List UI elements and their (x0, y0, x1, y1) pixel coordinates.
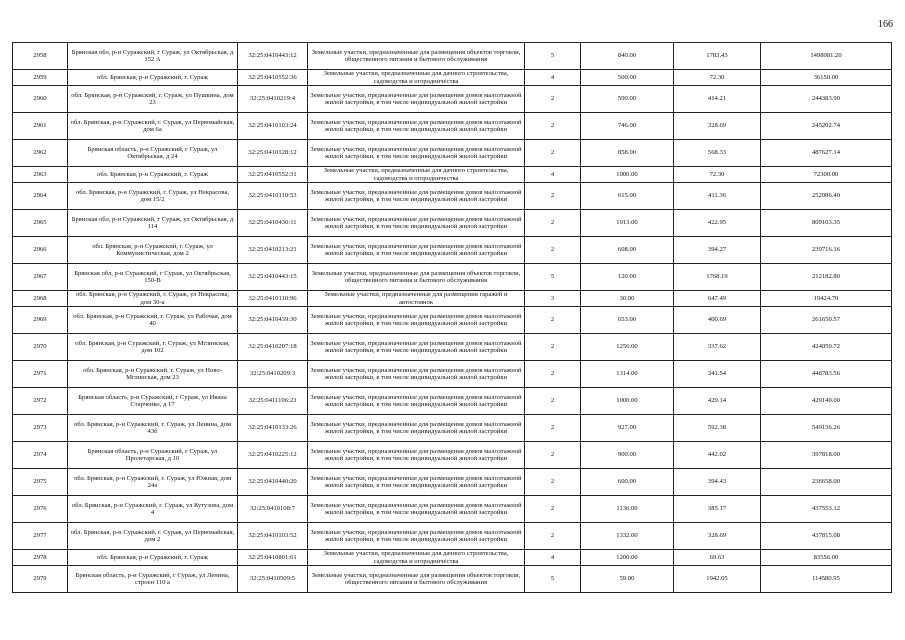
specific-value-cell: 400.69 (674, 307, 761, 334)
area-cell: 1136.00 (581, 496, 674, 523)
use-group-cell: 2 (525, 334, 581, 361)
cadastral-number-cell: 32:25:0410440:20 (238, 469, 308, 496)
cadastral-value-cell: 448783.56 (761, 361, 892, 388)
cadastral-number-cell: 32:25:0410207:18 (238, 334, 308, 361)
cadastral-value-cell: 397818.00 (761, 442, 892, 469)
row-number: 2972 (13, 388, 68, 415)
specific-value-cell: 414.21 (674, 86, 761, 113)
cadastral-value-cell: 72300.00 (761, 167, 892, 183)
land-registry-table (12, 42, 892, 593)
area-cell: 615.00 (581, 183, 674, 210)
cadastral-value-cell: 429140.00 (761, 388, 892, 415)
area-cell: 600.00 (581, 469, 674, 496)
row-number: 2977 (13, 523, 68, 550)
land-use-purpose-cell: Земельные участки, предназначенные для дачного строительства, садоводства и огородничества (308, 70, 525, 86)
area-cell: 1913.00 (581, 210, 674, 237)
specific-value-cell: 1783.43 (674, 43, 761, 70)
cadastral-number-cell: 32:25:0410552:31 (238, 167, 308, 183)
table-row (13, 415, 892, 442)
land-use-purpose-cell: Земельные участки, предназначенные для размещения домов малоэтажной жилой застройки, в том числе индивидуальной жилой застройки (308, 183, 525, 210)
address-cell: Брянская область, р-н Суражский, г Сураж, ул Ивана Старченко, д 17 (68, 388, 238, 415)
area-cell: 1200.00 (581, 550, 674, 566)
land-use-purpose-cell: Земельные участки, предназначенные для размещения домов малоэтажной жилой застройки, в том числе индивидуальной жилой застройки (308, 442, 525, 469)
area-cell: 59.00 (581, 566, 674, 593)
land-use-purpose-cell: Земельные участки, предназначенные для размещения домов малоэтажной жилой застройки, в том числе индивидуальной жилой застройки (308, 388, 525, 415)
specific-value-cell: 592.38 (674, 415, 761, 442)
table-row (13, 388, 892, 415)
row-number: 2971 (13, 361, 68, 388)
specific-value-cell: 385.17 (674, 496, 761, 523)
specific-value-cell: 568.33 (674, 140, 761, 167)
land-use-purpose-cell: Земельные участки, предназначенные для размещения объектов торговли, общественного питания и бытового обслуживания (308, 264, 525, 291)
cadastral-value-cell: 424050.72 (761, 334, 892, 361)
cadastral-value-cell: 487627.14 (761, 140, 892, 167)
cadastral-value-cell: 83556.00 (761, 550, 892, 566)
area-cell: 590.00 (581, 86, 674, 113)
land-use-purpose-cell: Земельные участки, предназначенные для дачного строительства, садоводства и огородничества (308, 550, 525, 566)
address-cell: Брянская область, р-н Суражский, г Сураж, ул Октябрьская, д 24 (68, 140, 238, 167)
row-number: 2978 (13, 550, 68, 566)
area-cell: 608.00 (581, 237, 674, 264)
table-row (13, 210, 892, 237)
row-number: 2963 (13, 167, 68, 183)
row-number: 2961 (13, 113, 68, 140)
land-use-purpose-cell: Земельные участки, предназначенные для размещения гаражей и автостоянок (308, 291, 525, 307)
row-number: 2958 (13, 43, 68, 70)
specific-value-cell: 411.36 (674, 183, 761, 210)
cadastral-number-cell: 32:25:0410103:24 (238, 113, 308, 140)
cadastral-value-cell: 36150.00 (761, 70, 892, 86)
cadastral-value-cell: 244383.90 (761, 86, 892, 113)
cadastral-number-cell: 32:25:0410509:5 (238, 566, 308, 593)
row-number: 2970 (13, 334, 68, 361)
cadastral-number-cell: 32:25:0410219:4 (238, 86, 308, 113)
use-group-cell: 2 (525, 496, 581, 523)
row-number: 2967 (13, 264, 68, 291)
table-row (13, 140, 892, 167)
table-row (13, 469, 892, 496)
specific-value-cell: 69.63 (674, 550, 761, 566)
land-use-purpose-cell: Земельные участки, предназначенные для дачного строительства, садоводства и огородничества (308, 167, 525, 183)
land-use-purpose-cell: Земельные участки, предназначенные для размещения домов малоэтажной жилой застройки, в том числе индивидуальной жилой застройки (308, 210, 525, 237)
address-cell: обл. Брянская, р-н Суражский, г. Сураж, ул Ново-Мглинская, дом 23 (68, 361, 238, 388)
table-row (13, 113, 892, 140)
area-cell: 1314.00 (581, 361, 674, 388)
cadastral-value-cell: 236658.00 (761, 469, 892, 496)
land-use-purpose-cell: Земельные участки, предназначенные для размещения объектов торговли, общественного питания и бытового обслуживания (308, 566, 525, 593)
use-group-cell: 2 (525, 361, 581, 388)
address-cell: обл. Брянская, р-н Суражский, г. Сураж, ул Ленина, дом 43б (68, 415, 238, 442)
specific-value-cell: 328.69 (674, 523, 761, 550)
use-group-cell: 2 (525, 469, 581, 496)
specific-value-cell: 647.49 (674, 291, 761, 307)
use-group-cell: 2 (525, 442, 581, 469)
address-cell: обл. Брянская, р-н Суражский, г. Сураж, ул Южная, дом 24а (68, 469, 238, 496)
address-cell: обл. Брянская, р-н Суражский, г. Сураж, ул Некрасова, дом 15/2 (68, 183, 238, 210)
use-group-cell: 2 (525, 183, 581, 210)
row-number: 2979 (13, 566, 68, 593)
cadastral-value-cell: 437815.08 (761, 523, 892, 550)
cadastral-number-cell: 32:25:0410225:12 (238, 442, 308, 469)
cadastral-value-cell: 245202.74 (761, 113, 892, 140)
specific-value-cell: 1768.19 (674, 264, 761, 291)
use-group-cell: 3 (525, 291, 581, 307)
specific-value-cell: 72.30 (674, 167, 761, 183)
table-row (13, 264, 892, 291)
cadastral-number-cell: 32:25:0410209:3 (238, 361, 308, 388)
use-group-cell: 2 (525, 523, 581, 550)
table-row (13, 550, 892, 566)
area-cell: 653.00 (581, 307, 674, 334)
cadastral-number-cell: 32:25:0410108:7 (238, 496, 308, 523)
land-use-purpose-cell: Земельные участки, предназначенные для размещения домов малоэтажной жилой застройки, в том числе индивидуальной жилой застройки (308, 334, 525, 361)
specific-value-cell: 394.43 (674, 469, 761, 496)
cadastral-value-cell: 809103.35 (761, 210, 892, 237)
table-row (13, 167, 892, 183)
cadastral-number-cell: 32:25:0410128:12 (238, 140, 308, 167)
specific-value-cell: 429.14 (674, 388, 761, 415)
row-number: 2964 (13, 183, 68, 210)
use-group-cell: 4 (525, 167, 581, 183)
land-use-purpose-cell: Земельные участки, предназначенные для размещения объектов торговли, общественного питания и бытового обслуживания (308, 43, 525, 70)
use-group-cell: 5 (525, 43, 581, 70)
address-cell: обл. Брянская, р-н Суражский, г. Сураж, ул Некрасова, дом 30-а (68, 291, 238, 307)
area-cell: 30.00 (581, 291, 674, 307)
table-row (13, 361, 892, 388)
land-use-purpose-cell: Земельные участки, предназначенные для размещения домов малоэтажной жилой застройки, в том числе индивидуальной жилой застройки (308, 415, 525, 442)
table-row (13, 237, 892, 264)
specific-value-cell: 72.30 (674, 70, 761, 86)
area-cell: 840.00 (581, 43, 674, 70)
land-use-purpose-cell: Земельные участки, предназначенные для размещения домов малоэтажной жилой застройки, в том числе индивидуальной жилой застройки (308, 237, 525, 264)
area-cell: 858.00 (581, 140, 674, 167)
address-cell: обл. Брянская, р-н Суражский, г. Сураж, ул Первомайская, дом 6а (68, 113, 238, 140)
table-row (13, 43, 892, 70)
specific-value-cell: 394.27 (674, 237, 761, 264)
table-row (13, 70, 892, 86)
specific-value-cell: 341.54 (674, 361, 761, 388)
address-cell: Брянская область, р-н Суражский, г Сураж, ул Пролетарская, д 10 (68, 442, 238, 469)
address-cell: обл. Брянская, р-н Суражский, г. Сураж, ул Кутузова, дом 4 (68, 496, 238, 523)
land-use-purpose-cell: Земельные участки, предназначенные для размещения домов малоэтажной жилой застройки, в том числе индивидуальной жилой застройки (308, 496, 525, 523)
address-cell: обл. Брянская, р-н Суражский, г. Сураж, ул Коммунистическая, дом 2 (68, 237, 238, 264)
area-cell: 120.00 (581, 264, 674, 291)
land-use-purpose-cell: Земельные участки, предназначенные для размещения домов малоэтажной жилой застройки, в том числе индивидуальной жилой застройки (308, 307, 525, 334)
address-cell: Брянская обл, р-н Суражский, г Сураж, ул Октябрьская, 150-В (68, 264, 238, 291)
cadastral-number-cell: 32:25:0410110:53 (238, 183, 308, 210)
area-cell: 1000.00 (581, 167, 674, 183)
use-group-cell: 2 (525, 86, 581, 113)
address-cell: Брянская область, р-н Суражский, г Сураж, ул Ленина, строен 110 а (68, 566, 238, 593)
row-number: 2975 (13, 469, 68, 496)
table-row (13, 566, 892, 593)
use-group-cell: 4 (525, 550, 581, 566)
address-cell: обл. Брянская, р-н Суражский, г. Сураж (68, 70, 238, 86)
table-row (13, 307, 892, 334)
row-number: 2960 (13, 86, 68, 113)
table-row (13, 523, 892, 550)
specific-value-cell: 1942.05 (674, 566, 761, 593)
row-number: 2976 (13, 496, 68, 523)
cadastral-number-cell: 32:25:0411106:23 (238, 388, 308, 415)
row-number: 2974 (13, 442, 68, 469)
address-cell: обл. Брянская, р-н Суражский, г. Сураж, ул Рабочая, дом 40 (68, 307, 238, 334)
area-cell: 500.00 (581, 70, 674, 86)
cadastral-value-cell: 239716.16 (761, 237, 892, 264)
cadastral-number-cell: 32:25:0410430:11 (238, 210, 308, 237)
specific-value-cell: 422.95 (674, 210, 761, 237)
cadastral-number-cell: 32:25:0410213:21 (238, 237, 308, 264)
area-cell: 1332.00 (581, 523, 674, 550)
cadastral-number-cell: 32:25:0410801:61 (238, 550, 308, 566)
use-group-cell: 2 (525, 210, 581, 237)
use-group-cell: 4 (525, 70, 581, 86)
use-group-cell: 2 (525, 307, 581, 334)
table-row (13, 334, 892, 361)
specific-value-cell: 442.02 (674, 442, 761, 469)
land-use-purpose-cell: Земельные участки, предназначенные для размещения домов малоэтажной жилой застройки, в том числе индивидуальной жилой застройки (308, 140, 525, 167)
address-cell: обл. Брянская, р-н Суражский, г. Сураж, ул Мглинская, дом 102 (68, 334, 238, 361)
row-number: 2959 (13, 70, 68, 86)
area-cell: 900.00 (581, 442, 674, 469)
table-row (13, 291, 892, 307)
cadastral-value-cell: 252986.40 (761, 183, 892, 210)
cadastral-value-cell: 437553.12 (761, 496, 892, 523)
use-group-cell: 5 (525, 264, 581, 291)
row-number: 2969 (13, 307, 68, 334)
use-group-cell: 5 (525, 566, 581, 593)
cadastral-number-cell: 32:25:0410443:12 (238, 43, 308, 70)
use-group-cell: 2 (525, 140, 581, 167)
cadastral-value-cell: 212182.80 (761, 264, 892, 291)
address-cell: Брянская обл, р-н Суражский, г Сураж, ул Октябрьская, д 114 (68, 210, 238, 237)
land-use-purpose-cell: Земельные участки, предназначенные для размещения домов малоэтажной жилой застройки, в том числе индивидуальной жилой застройки (308, 86, 525, 113)
land-use-purpose-cell: Земельные участки, предназначенные для размещения домов малоэтажной жилой застройки, в том числе индивидуальной жилой застройки (308, 469, 525, 496)
specific-value-cell: 337.62 (674, 334, 761, 361)
row-number: 2966 (13, 237, 68, 264)
table-row (13, 496, 892, 523)
use-group-cell: 2 (525, 388, 581, 415)
specific-value-cell: 328.69 (674, 113, 761, 140)
land-use-purpose-cell: Земельные участки, предназначенные для размещения домов малоэтажной жилой застройки, в том числе индивидуальной жилой застройки (308, 113, 525, 140)
address-cell: обл. Брянская, р-н Суражский, г. Сураж (68, 550, 238, 566)
cadastral-number-cell: 32:25:0410110:96 (238, 291, 308, 307)
row-number: 2965 (13, 210, 68, 237)
table-row (13, 86, 892, 113)
cadastral-number-cell: 32:25:0410443:15 (238, 264, 308, 291)
address-cell: обл. Брянская, р-н Суражский, г. Сураж, ул Первомайская, дом 2 (68, 523, 238, 550)
address-cell: обл. Брянская, р-н Суражский, г. Сураж, ул Пушкина, дом 23 (68, 86, 238, 113)
use-group-cell: 2 (525, 113, 581, 140)
cadastral-value-cell: 114580.95 (761, 566, 892, 593)
land-use-purpose-cell: Земельные участки, предназначенные для размещения домов малоэтажной жилой застройки, в том числе индивидуальной жилой застройки (308, 523, 525, 550)
table-row (13, 442, 892, 469)
use-group-cell: 2 (525, 237, 581, 264)
cadastral-number-cell: 32:25:0410439:30 (238, 307, 308, 334)
table-row (13, 183, 892, 210)
cadastral-value-cell: 19424.70 (761, 291, 892, 307)
address-cell: Брянская обл, р-н Суражский, г Сураж, ул Октябрьская, д 152 А (68, 43, 238, 70)
address-cell: обл. Брянская, р-н Суражский, г. Сураж (68, 167, 238, 183)
use-group-cell: 2 (525, 415, 581, 442)
cadastral-value-cell: 1498081.20 (761, 43, 892, 70)
area-cell: 1256.00 (581, 334, 674, 361)
area-cell: 927.00 (581, 415, 674, 442)
page-number: 166 (878, 19, 893, 30)
cadastral-value-cell: 549136.26 (761, 415, 892, 442)
land-use-purpose-cell: Земельные участки, предназначенные для размещения домов малоэтажной жилой застройки, в том числе индивидуальной жилой застройки (308, 361, 525, 388)
area-cell: 746.00 (581, 113, 674, 140)
row-number: 2962 (13, 140, 68, 167)
cadastral-value-cell: 261650.57 (761, 307, 892, 334)
row-number: 2973 (13, 415, 68, 442)
area-cell: 1000.00 (581, 388, 674, 415)
cadastral-number-cell: 32:25:0410103:52 (238, 523, 308, 550)
row-number: 2968 (13, 291, 68, 307)
cadastral-number-cell: 32:25:0410552:36 (238, 70, 308, 86)
cadastral-number-cell: 32:25:0410133:26 (238, 415, 308, 442)
